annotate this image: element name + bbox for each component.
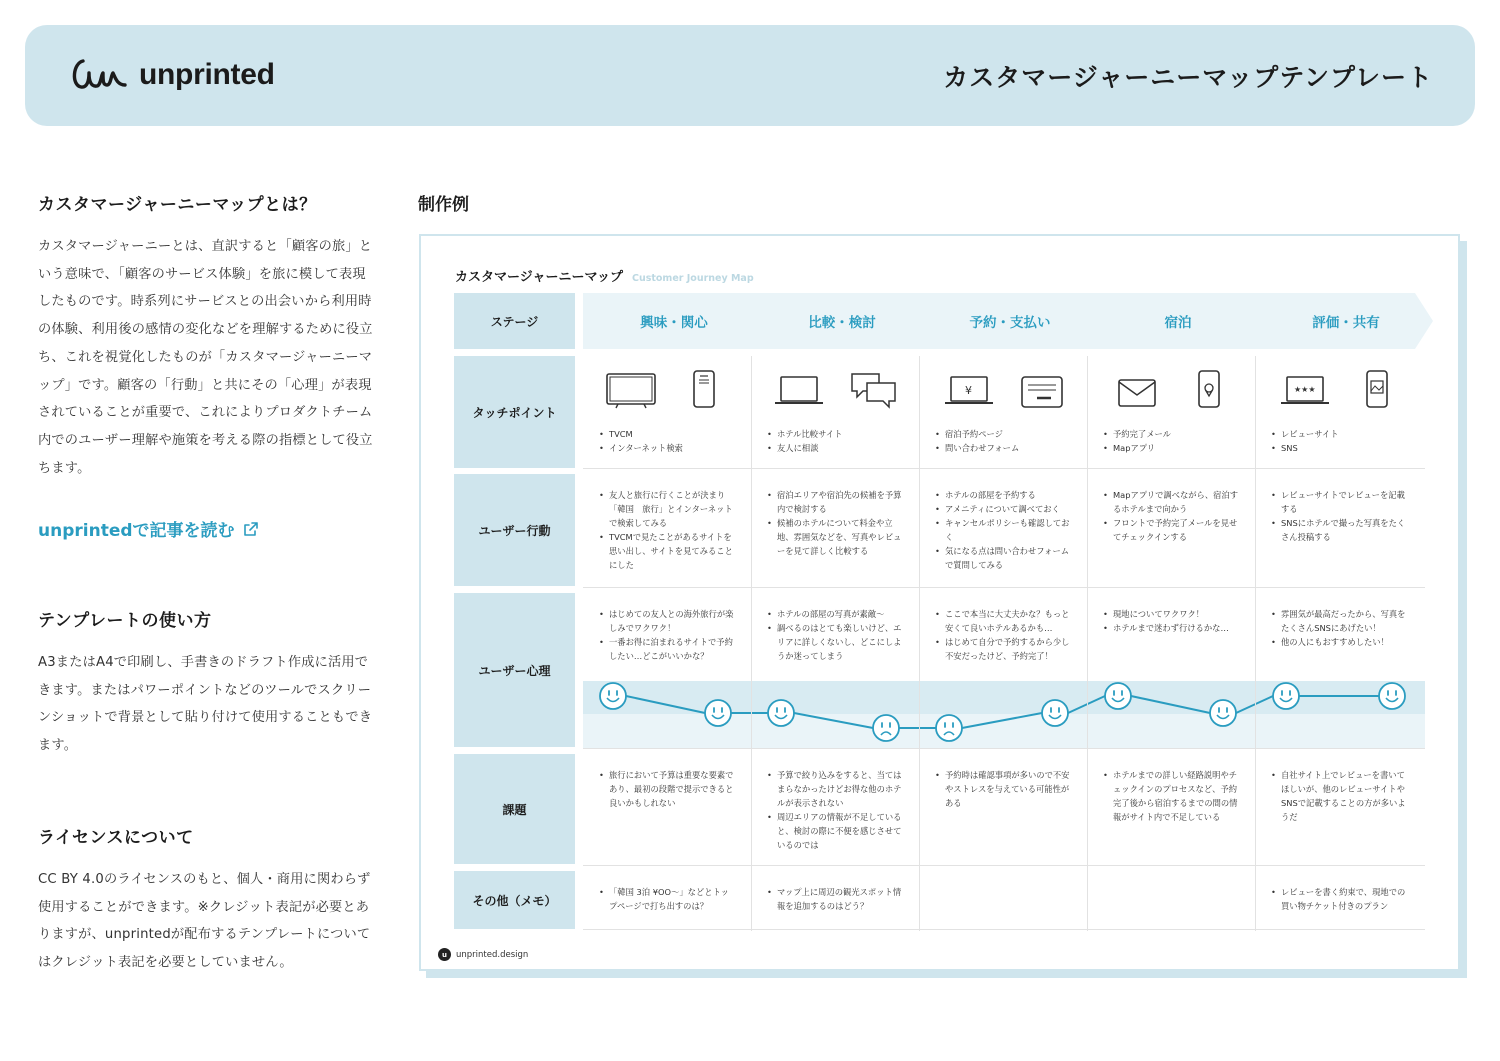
sad-face-icon: [873, 715, 899, 741]
list-item: • レビューを書く約束で、現地での買い物チケット付きのプラン: [1271, 885, 1409, 913]
usage-heading: テンプレートの使い方: [38, 611, 212, 631]
list-item: • はじめて自分で予約するから少し不安だったけど、予約完了！: [935, 635, 1073, 663]
action-cell: [599, 488, 737, 572]
map-title: [455, 266, 754, 285]
issue-cell: [1103, 768, 1241, 824]
read-article-link[interactable]: [38, 516, 259, 541]
list-item: • ホテルの部屋の写真が素敵～: [767, 607, 905, 621]
laptop-payment-icon: [943, 373, 995, 415]
list-item: • TVCM: [599, 427, 737, 441]
list-item: • 宿泊予約ページ: [935, 427, 1073, 441]
list-item: • 予約完了メール: [1103, 427, 1241, 441]
list-item: • アメニティについて調べておく: [935, 502, 1073, 516]
action-cell: [1271, 488, 1409, 544]
list-item: • 気になる点は問い合わせフォームで質問してみる: [935, 544, 1073, 572]
issue-cell: [767, 768, 905, 852]
action-cell: [935, 488, 1073, 572]
stage-label: 予約・支払い: [969, 315, 1051, 331]
list-item: • 予算で絞り込みをすると、当てはまらなかったけどお得な他のホテルが表示されない: [767, 768, 905, 810]
form-window-icon: [1019, 374, 1065, 416]
smile-face-icon: [1042, 700, 1068, 726]
stage-label: 宿泊: [1164, 315, 1192, 331]
feeling-cell: [767, 607, 905, 663]
list-item: • 候補のホテルについて料金や立地、雰囲気などを、写真やレビューを見て詳しく比較する: [767, 516, 905, 558]
feeling-cell: [599, 607, 737, 663]
list-item: • Mapアプリ: [1103, 441, 1241, 455]
touchpoint-cell: [1103, 427, 1241, 455]
list-item: • 予約時は確認事項が多いので不安やストレスを与えている可能性がある: [935, 768, 1073, 810]
journey-map-card: [419, 234, 1460, 971]
row-label: タッチポイント: [454, 356, 575, 468]
row-label: その他（メモ）: [454, 871, 575, 929]
feeling-cell: [1271, 607, 1409, 649]
laptop-icon: [773, 373, 825, 415]
row-label: ステージ: [454, 293, 575, 349]
smile-face-icon: [1210, 700, 1236, 726]
list-item: • 現地についてワクワク！: [1103, 607, 1241, 621]
list-item: • ここで本当に大丈夫かな？もっと安くて良いホテルあるかも…: [935, 607, 1073, 635]
feeling-cell: [1103, 607, 1241, 635]
list-item: • 一番お得に泊まれるサイトで予約したい…どこがいいかな？: [599, 635, 737, 663]
footer-logo-icon: u: [438, 948, 451, 961]
smartphone-icon: [692, 369, 716, 411]
row-divider: [583, 929, 1425, 930]
read-article-label: unprintedで記事を読む: [38, 521, 235, 541]
usage-body: A3またはA4で印刷し、手書きのドラフト作成に活用できます。またはパワーポイントなどのツールでスクリーンショットで背景として貼り付けて使用することもできます。: [38, 655, 373, 754]
issue-cell: [599, 768, 737, 810]
list-item: • 調べるのはとても楽しいけど、エリアに詳しくないし、どこにしようか迷ってしまう: [767, 621, 905, 663]
row-label: ユーザー行動: [454, 474, 575, 586]
header-banner: [25, 25, 1475, 126]
list-item: • 問い合わせフォーム: [935, 441, 1073, 455]
map-footer: [438, 948, 528, 961]
list-item: • 「韓国 3泊 ¥OO～」などとトップページで打ち出すのは？: [599, 885, 737, 913]
brand-logo[interactable]: [69, 55, 275, 95]
example-label: 制作例: [418, 195, 469, 215]
memo-cell: [767, 885, 905, 913]
map-phone-icon: [1197, 369, 1221, 411]
stage-label: 評価・共有: [1312, 315, 1380, 331]
emotion-curve-segment: [962, 713, 1042, 728]
about-heading: カスタマージャーニーマップとは？: [38, 195, 317, 215]
review-laptop-icon: [1279, 373, 1331, 415]
unprinted-logo-icon: [69, 55, 133, 95]
chat-icon: [849, 371, 897, 413]
touchpoint-cell: [767, 427, 905, 455]
column-divider: [1255, 356, 1256, 931]
stage-label: 興味・関心: [640, 315, 708, 331]
footer-text: unprinted.design: [456, 949, 529, 960]
feeling-cell: [935, 607, 1073, 663]
list-item: • TVCMで見たことがあるサイトを思い出し、サイトを見てみることにした: [599, 530, 737, 572]
mail-icon: [1116, 374, 1158, 416]
memo-cell: [599, 885, 737, 913]
list-item: • フロントで予約完了メールを見せてチェックインする: [1103, 516, 1241, 544]
row-divider: [583, 748, 1425, 749]
smile-face-icon: [600, 683, 626, 709]
action-cell: [1103, 488, 1241, 544]
column-divider: [1087, 356, 1088, 931]
list-item: • ホテル比較サイト: [767, 427, 905, 441]
list-item: • はじめての友人との海外旅行が楽しみでワクワク！: [599, 607, 737, 635]
license-body: CC BY 4.0のライセンスのもと、個人・商用に関わらず使用することができます。※クレジット表記が必要とありますが、unprintedが配布するテンプレートについてはクレジット表記を必要としていません。: [38, 872, 371, 971]
emotion-curve: [583, 676, 1433, 756]
list-item: • SNS: [1271, 441, 1409, 455]
list-item: • ホテルまで迷わず行けるかな…: [1103, 621, 1241, 635]
external-link-icon: [243, 521, 259, 537]
smile-face-icon: [768, 700, 794, 726]
tv-icon: [604, 371, 658, 413]
list-item: • 旅行において予算は重要な要素であり、最初の段階で提示できると良いかもしれない: [599, 768, 737, 810]
sad-face-icon: [936, 715, 962, 741]
emotion-curve-segment: [794, 713, 873, 728]
list-item: • レビューサイトでレビューを記載する: [1271, 488, 1409, 516]
touchpoint-cell: [1271, 427, 1409, 455]
row-divider: [583, 468, 1425, 469]
column-divider: [751, 356, 752, 931]
list-item: • ホテルの部屋を予約する: [935, 488, 1073, 502]
map-title-en: Customer Journey Map: [631, 273, 754, 284]
list-item: • レビューサイト: [1271, 427, 1409, 441]
stage-label: 比較・検討: [808, 315, 876, 331]
issue-cell: [1271, 768, 1409, 824]
list-item: • ホテルまでの詳しい経路説明やチェックインのプロセスなど、予約完了後から宿泊するまでの間の情報がサイト内で不足している: [1103, 768, 1241, 824]
smile-face-icon: [1379, 683, 1405, 709]
photo-phone-icon: [1365, 369, 1389, 411]
touchpoint-cell: [935, 427, 1073, 455]
list-item: • 自社サイト上でレビューを書いてほしいが、他のレビューサイトやSNSで記載することの方が多いようだ: [1271, 768, 1409, 824]
action-cell: [767, 488, 905, 558]
list-item: • 他の人にもおすすめしたい！: [1271, 635, 1409, 649]
logo-text: unprinted: [139, 58, 275, 91]
license-heading: ライセンスについて: [38, 828, 194, 848]
list-item: • マップ上に周辺の観光スポット情報を追加するのはどう？: [767, 885, 905, 913]
column-divider: [919, 356, 920, 931]
emotion-curve-segment: [1131, 696, 1210, 713]
row-label: ユーザー心理: [454, 593, 575, 747]
smile-face-icon: [1105, 683, 1131, 709]
list-item: • 友人に相談: [767, 441, 905, 455]
row-label: 課題: [454, 754, 575, 864]
list-item: • 周辺エリアの情報が不足していると、検討の際に不便を感じさせているのでは: [767, 810, 905, 852]
row-divider: [583, 865, 1425, 866]
row-divider: [583, 587, 1425, 588]
svg-text:¥: ¥: [965, 384, 972, 397]
map-title-ja: カスタマージャーニーマップ: [455, 270, 623, 285]
list-item: • SNSにホテルで撮った写真をたくさん投稿する: [1271, 516, 1409, 544]
page-title: カスタマージャーニーマップテンプレート: [943, 63, 1433, 92]
list-item: • 友人と旅行に行くことが決まり「韓国 旅行」とインターネットで検索してみる: [599, 488, 737, 530]
smile-face-icon: [1273, 683, 1299, 709]
about-body: カスタマージャーニーとは、直訳すると「顧客の旅」という意味で、「顧客のサービス体験」を旅に模して表現したものです。時系列にサービスとの出会いから利用時の体験、利用後の感情の変化などを理解するために役立ち、これを視覚化したものが「カスタマージャーニーマップ」です。顧客の「行動」と共にその「心理」が表現されていることが重要で、これによりプロダクトチーム内でのユーザー理解や施策を考える際の指標として役立ちます。: [38, 239, 373, 476]
touchpoint-cell: [599, 427, 737, 455]
list-item: • インターネット検索: [599, 441, 737, 455]
memo-cell: [1271, 885, 1409, 913]
svg-text:★★★: ★★★: [1294, 385, 1316, 394]
issue-cell: [935, 768, 1073, 810]
list-item: • 雰囲気が最高だったから、写真をたくさんSNSにあげたい！: [1271, 607, 1409, 635]
smile-face-icon: [705, 700, 731, 726]
list-item: • 宿泊エリアや宿泊先の候補を予算内で検討する: [767, 488, 905, 516]
list-item: • キャンセルポリシーも確認しておく: [935, 516, 1073, 544]
emotion-curve-segment: [626, 696, 705, 713]
list-item: • Mapアプリで調べながら、宿泊するホテルまで向かう: [1103, 488, 1241, 516]
